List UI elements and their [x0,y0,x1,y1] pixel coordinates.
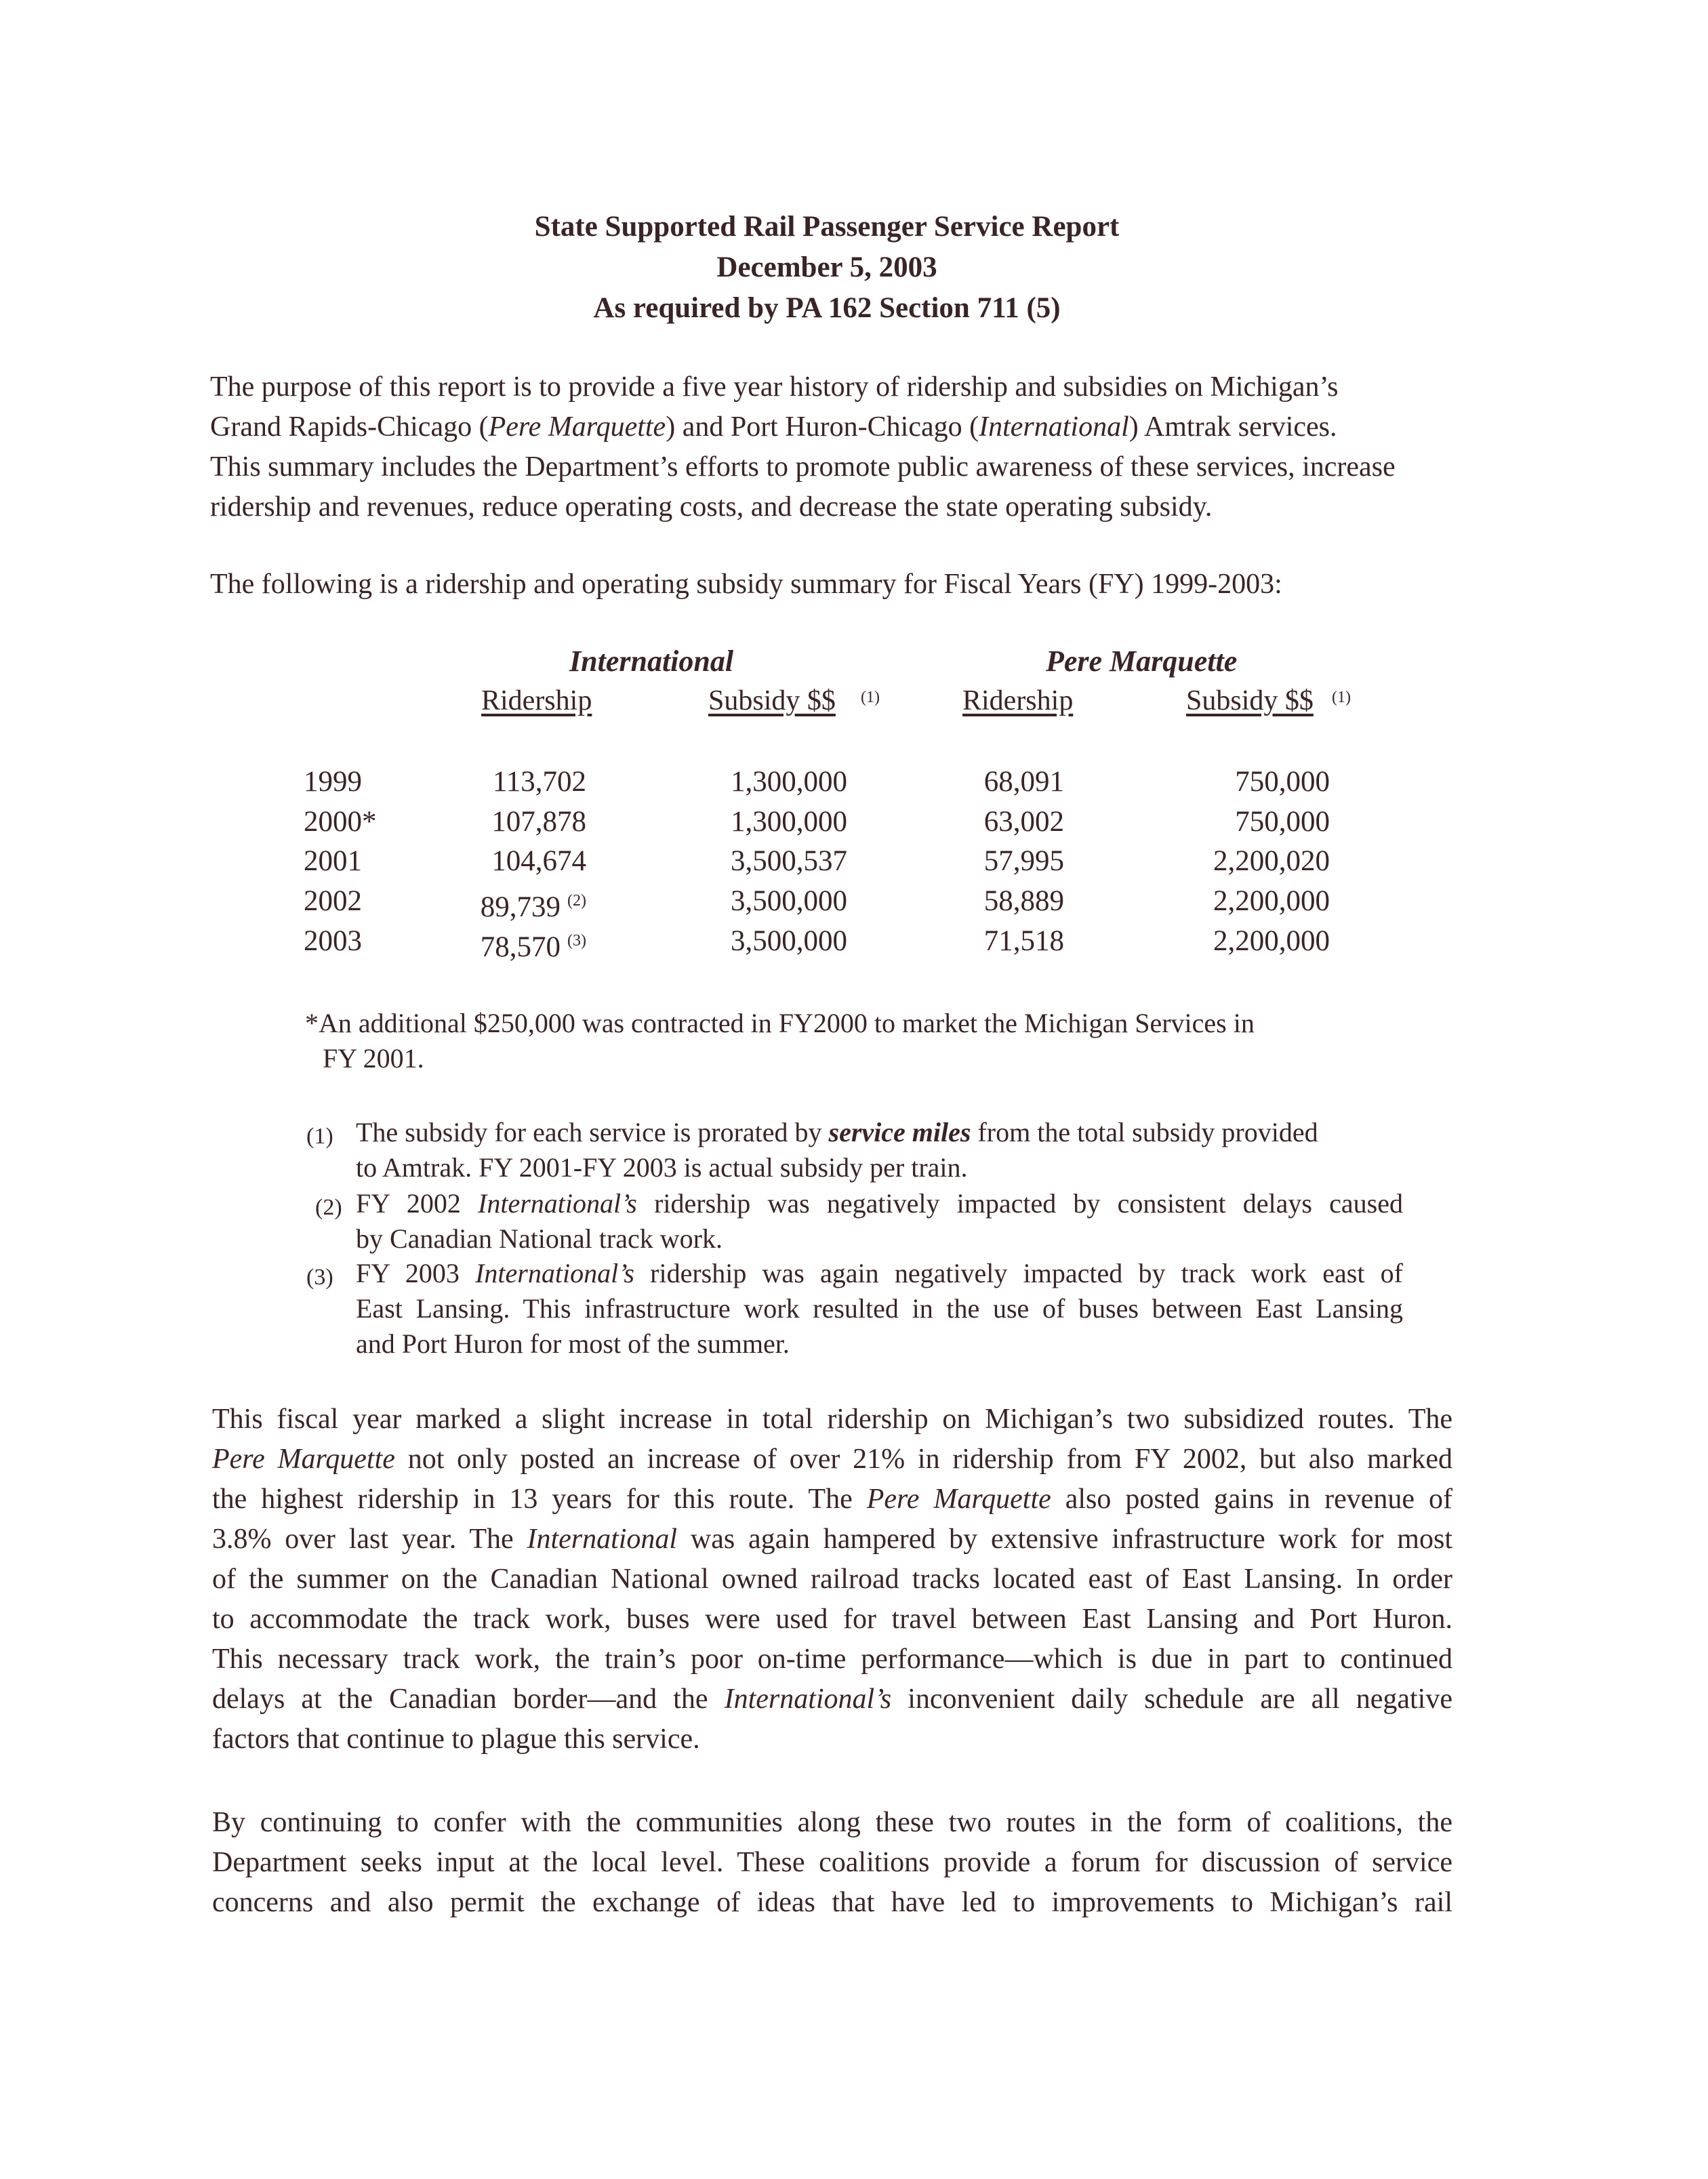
group-header-pere-marquette: Pere Marquette [1046,645,1238,678]
footnote-mark: (2) [567,892,586,910]
superscript-mark: (1) [1332,689,1351,706]
group-header-international: International [569,645,734,678]
text-run: was again hampered by extensive infrastructure work for most [677,1524,1452,1555]
text-run: ridership was again negatively impacted by track work east of [634,1258,1403,1288]
text-run: ridership was negatively impacted by consistent delays caused [636,1188,1404,1219]
intro-line: This summary includes the Department’s efforts to promote public awareness of these services, increase [210,451,1396,483]
text-run: not only posted an increase of over 21% in ridership from FY 2002, but also marked [394,1444,1452,1475]
footnote-line [356,1256,1403,1291]
italic-run: International’s [724,1684,892,1715]
report-title: State Supported Rail Passenger Service Report [534,211,1120,243]
table-cell-intl-subsidy: 3,500,537 [731,845,847,877]
asterisk-note [305,1006,1255,1076]
text-run: the highest ridership in 13 years for this route. The [212,1484,867,1515]
text-run: delays at the Canadian border—and the [212,1684,725,1715]
body-paragraph-2 [212,1803,1452,1923]
body-line: This fiscal year marked a slight increase in total ridership on Michigan’s two subsidized routes. The [212,1404,1452,1435]
body-line [212,1679,1452,1719]
text-run: ) Amtrak services. [1128,411,1337,443]
table-cell-intl-subsidy: 3,500,000 [731,885,847,917]
body-paragraph-1 [212,1400,1452,1759]
footnote-number: (3) [306,1265,333,1290]
table-cell-pm-ridership: 58,889 [983,885,1064,917]
col-header-pm-subsidy [1186,685,1314,717]
table-cell-year: 1999 [304,766,362,798]
footnote-line: by Canadian National track work. [356,1223,723,1254]
footnote-line: to Amtrak. FY 2001-FY 2003 is actual subsidy per train. [356,1152,968,1183]
body-line [212,1520,1452,1560]
footnote-2 [0,1186,1708,1261]
superscript-mark: (1) [861,689,880,706]
col-header-pm-ridership: Ridership [962,685,1074,716]
report-requirement: As required by PA 162 Section 711 (5) [593,292,1061,324]
table-cell-pm-subsidy: 2,200,000 [1213,885,1330,917]
italic-run: International’s [475,1258,634,1288]
footnote-text [356,1186,1403,1257]
col-header-intl-subsidy [708,685,836,717]
table-intro-text: The following is a ridership and operating subsidy summary for Fiscal Years (FY) 1999-2003: [210,569,1282,600]
table-cell-pm-subsidy: 2,200,020 [1213,845,1330,877]
ridership-value: 78,570 [480,931,561,963]
ridership-value: 89,739 [480,891,561,923]
col-header-label: Subsidy $$ [708,685,836,716]
italic-run: Pere Marquette [488,411,666,443]
table-cell-intl-ridership [434,921,586,967]
table-cell-intl-ridership: 113,702 [492,766,586,798]
italic-run: International’s [478,1188,637,1219]
footnote-3 [0,1256,1708,1364]
table-cell-pm-subsidy: 750,000 [1235,806,1330,838]
body-line [212,1480,1452,1520]
italic-run: International [979,411,1129,443]
italic-run: International [527,1524,678,1555]
text-run: also posted gains in revenue of [1051,1484,1452,1515]
footnote-line: East Lansing. This infrastructure work resulted in the use of buses between East Lansing [356,1293,1403,1324]
col-header-intl-ridership: Ridership [481,685,592,716]
note-line: *An additional $250,000 was contracted in FY2000 to market the Michigan Services in [305,1008,1255,1038]
footnote-number: (2) [315,1195,342,1220]
table-cell-pm-ridership: 63,002 [983,806,1064,838]
table-cell-intl-subsidy: 1,300,000 [731,806,847,838]
intro-line [210,407,1457,447]
intro-paragraph [210,367,1457,527]
body-line: to accommodate the track work, buses were used for travel between East Lansing and Port Huron. [212,1604,1452,1635]
table-cell-pm-subsidy: 750,000 [1235,766,1330,798]
footnote-line: and Port Huron for most of the summer. [356,1328,790,1359]
table-cell-year: 2003 [304,925,362,957]
intro-line: ridership and revenues, reduce operating costs, and decrease the state operating subsidy. [210,491,1213,523]
text-run: inconvenient daily schedule are all negative [891,1684,1452,1715]
footnote-line [356,1186,1403,1221]
table-cell-pm-ridership: 71,518 [983,925,1064,957]
table-cell-year: 2002 [304,885,362,917]
footnote-number: (1) [306,1124,333,1149]
table-cell-intl-ridership: 104,674 [491,845,586,877]
footnote-text [356,1115,1403,1185]
table-cell-intl-ridership: 107,878 [491,806,586,838]
table-cell-year: 2000* [304,806,377,838]
table-cell-pm-ridership: 68,091 [983,766,1064,798]
body-line [212,1440,1452,1480]
footnote-1 [0,1115,1708,1189]
italic-run: Pere Marquette [866,1484,1051,1515]
col-header-label: Subsidy $$ [1186,685,1314,716]
table-cell-year: 2001 [304,845,362,877]
note-line: FY 2001. [323,1043,424,1074]
table-cell-intl-subsidy: 1,300,000 [731,766,847,798]
table-cell-pm-ridership: 57,995 [983,845,1064,877]
table-intro [210,565,1457,605]
footnote-line [356,1115,1403,1150]
table-cell-intl-subsidy: 3,500,000 [731,925,847,957]
body-line: By continuing to confer with the communities along these two routes in the form of coalitions, the [212,1807,1452,1838]
text-run: ) and Port Huron-Chicago ( [666,411,979,443]
body-line: of the summer on the Canadian National owned railroad tracks located east of East Lansing. In order [212,1564,1452,1595]
italic-run: Pere Marquette [212,1444,395,1475]
body-line: concerns and also permit the exchange of ideas that have led to improvements to Michigan’s rail [212,1887,1452,1918]
text-run: Grand Rapids-Chicago ( [210,411,489,443]
report-date: December 5, 2003 [716,251,937,283]
bold-italic-run: service miles [828,1117,971,1147]
footnote-text [356,1256,1403,1362]
body-line: This necessary track work, the train’s poor on-time performance—which is due in part to continued [212,1644,1452,1675]
col-header-note-mark [1325,678,1351,724]
body-line: factors that continue to plague this service. [212,1724,700,1755]
table-cell-pm-subsidy: 2,200,000 [1213,925,1330,957]
text-run: FY 2003 [356,1258,476,1288]
intro-line: The purpose of this report is to provide a five year history of ridership and subsidies on Michigan’s [210,371,1339,403]
body-line: Department seeks input at the local level. These coalitions provide a forum for discussion of service [212,1847,1452,1878]
footnote-mark: (3) [567,932,586,950]
col-header-note-mark [854,678,880,724]
table-cell-intl-ridership [434,881,586,927]
text-run: FY 2002 [356,1188,479,1219]
text-run: from the total subsidy provided [971,1117,1318,1147]
text-run: The subsidy for each service is prorated by [356,1117,829,1147]
text-run: 3.8% over last year. The [212,1524,527,1555]
